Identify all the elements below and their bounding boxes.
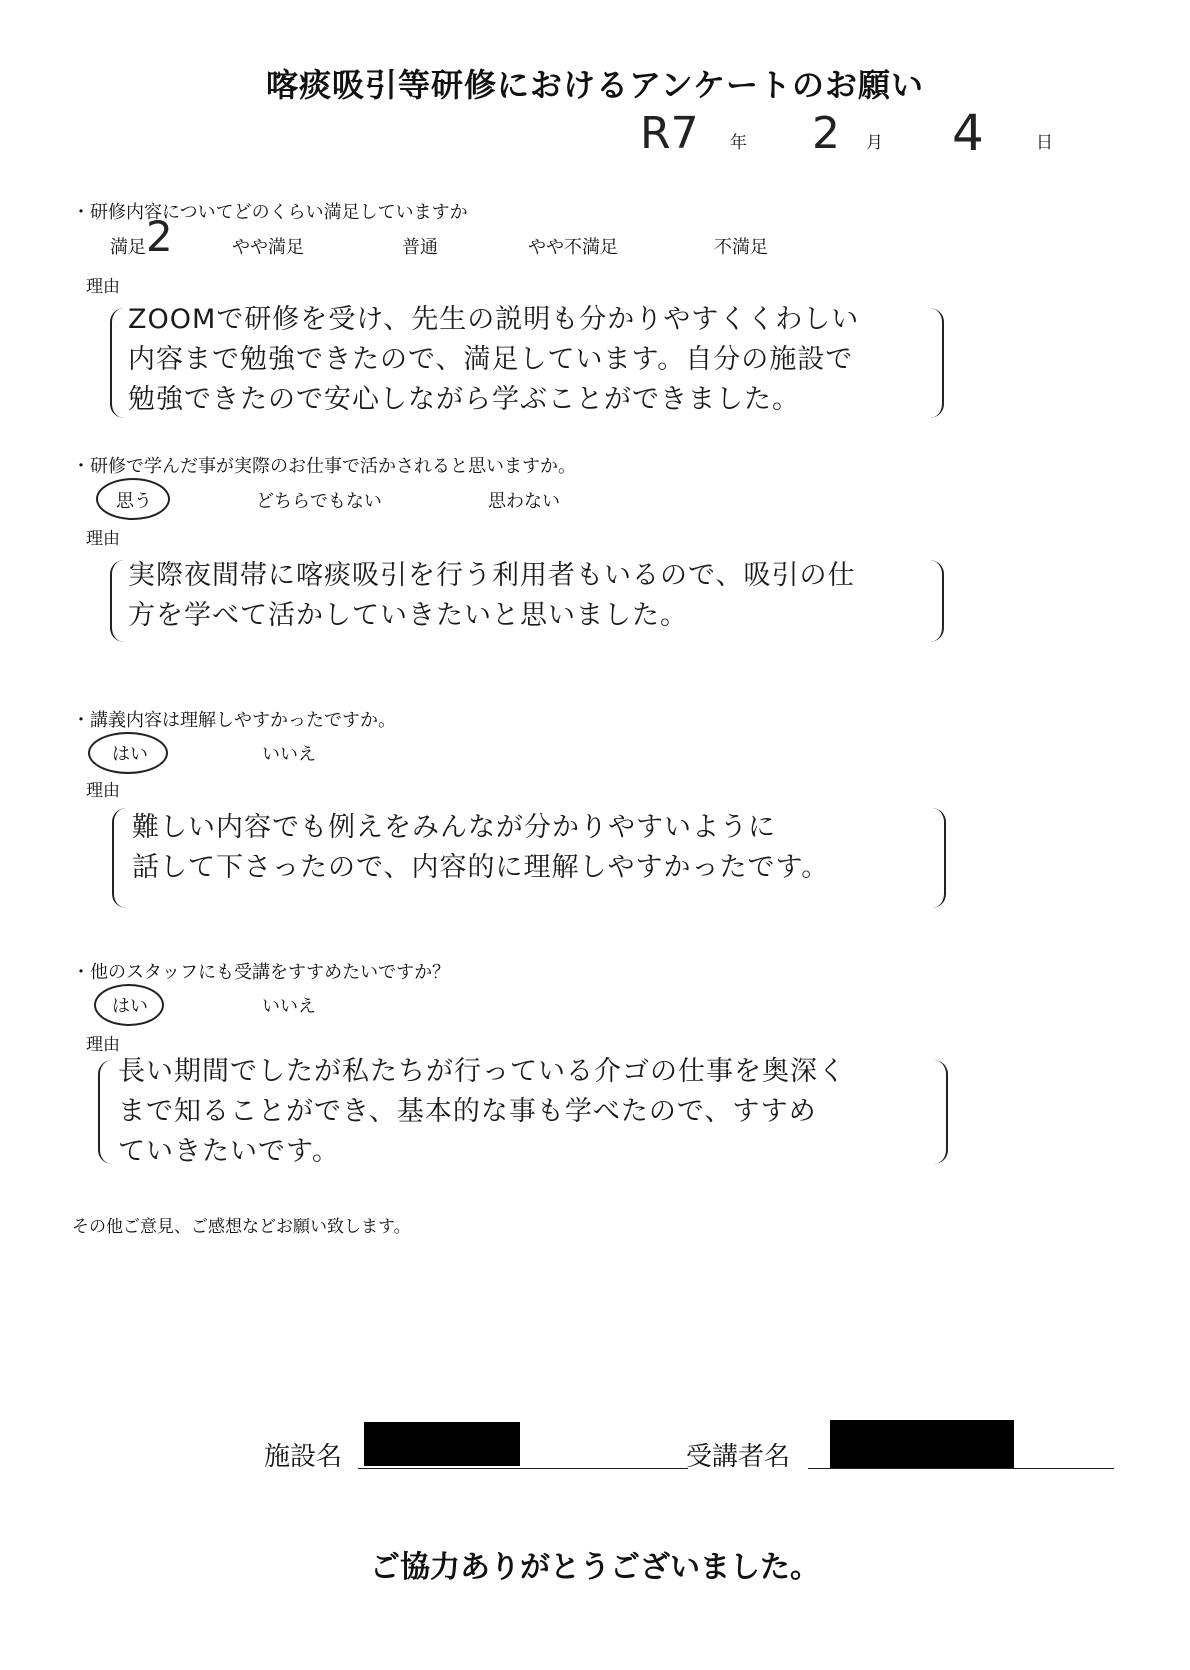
q3-reason-line-2: 話して下さったので、内容的に理解しやすかったです。 [132, 852, 830, 883]
q1-option-4[interactable]: やや不満足 [528, 237, 618, 258]
q1-selection-mark: 2 [146, 212, 173, 261]
q3-option-2[interactable]: いいえ [262, 744, 316, 765]
trainee-label: 受講者名 [686, 1442, 791, 1472]
q2-option-1[interactable]: 思う [116, 491, 152, 512]
q2-reason-line-1: 実際夜間帯に喀痰吸引を行う利用者もいるので、吸引の仕 [128, 560, 856, 591]
q4-selected-circle [94, 984, 164, 1026]
q2-question: ・研修で学んだ事が実際のお仕事で活かされると思いますか。 [72, 456, 576, 477]
q3-selected-circle [88, 732, 168, 774]
q2-option-2[interactable]: どちらでもない [256, 491, 382, 512]
q1-question: ・研修内容についてどのくらい満足していますか [72, 202, 468, 223]
date-day-value: 4 [952, 104, 984, 162]
q1-option-3[interactable]: 普通 [402, 237, 438, 258]
q1-option-2[interactable]: やや満足 [232, 237, 304, 258]
date-year-label: 年 [730, 133, 747, 153]
q2-reason-text [128, 556, 855, 636]
facility-redaction [364, 1422, 520, 1466]
q1-option-1[interactable]: 満足 [110, 237, 146, 258]
q2-reason-label: 理由 [86, 529, 120, 549]
q3-question: ・講義内容は理解しやすかったですか。 [72, 710, 396, 731]
facility-underline [358, 1468, 688, 1469]
q1-reason-line-2: 内容まで勉強できたので、満足しています。自分の施設で [128, 344, 854, 375]
trainee-underline [808, 1468, 1114, 1469]
q2-selected-circle [96, 478, 170, 520]
facility-label: 施設名 [264, 1442, 343, 1472]
q4-reason-line-1: 長い期間でしたが私たちが行っている介ゴの仕事を奥深く [118, 1056, 846, 1087]
q1-option-5[interactable]: 不満足 [714, 237, 768, 258]
page-title: 喀痰吸引等研修におけるアンケートのお願い [265, 66, 925, 104]
q3-reason-text [132, 808, 829, 888]
thanks-message: ご協力ありがとうございました。 [370, 1550, 820, 1585]
date-month-label: 月 [866, 133, 883, 153]
date-month-value: 2 [812, 108, 840, 159]
other-comments-label: その他ご意見、ご感想などお願い致します。 [72, 1217, 411, 1237]
q2-reason-line-2: 方を学べて活かしていきたいと思いました。 [128, 600, 688, 631]
q4-question: ・他のスタッフにも受講をすすめたいですか？ [72, 962, 451, 983]
q4-reason-text [118, 1052, 846, 1172]
q4-reason-line-3: ていきたいです。 [118, 1136, 340, 1167]
q1-reason-label: 理由 [86, 277, 120, 297]
q4-reason-label: 理由 [86, 1035, 120, 1055]
q1-reason-text [128, 300, 859, 420]
q2-option-3[interactable]: 思わない [488, 491, 560, 512]
q1-reason-line-3: 勉強できたので安心しながら学ぶことができました。 [128, 384, 800, 415]
q3-option-1[interactable]: はい [112, 744, 148, 765]
q3-reason-line-1: 難しい内容でも例えをみんなが分かりやすいように [132, 812, 776, 843]
date-era-year-value: R7 [640, 108, 699, 159]
date-day-label: 日 [1036, 133, 1053, 153]
q4-option-2[interactable]: いいえ [262, 996, 316, 1017]
q4-option-1[interactable]: はい [112, 996, 148, 1017]
q4-reason-line-2: まで知ることができ、基本的な事も学べたので、すすめ [118, 1096, 817, 1127]
trainee-redaction [830, 1420, 1014, 1468]
q3-reason-label: 理由 [86, 781, 120, 801]
q1-reason-line-1: ZOOMで研修を受け、先生の説明も分かりやすくくわしい [128, 304, 860, 335]
date-field [640, 104, 1110, 172]
